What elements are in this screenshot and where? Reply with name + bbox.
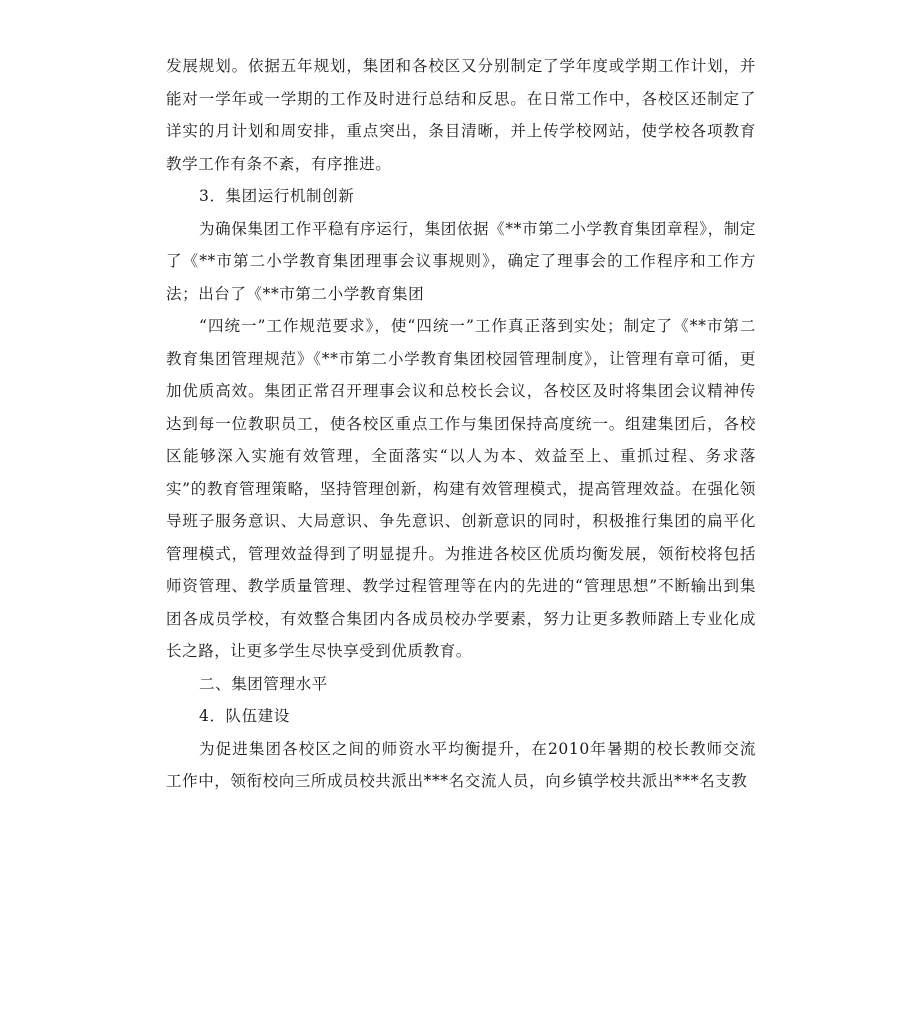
paragraph-development-plan: 发展规划。依据五年规划，集团和各校区又分别制定了学年度或学期工作计划，并能对一学年或一学期的工作及时进行总结和反思。在日常工作中，各校区还制定了详实的月计划和周安排，重点突出，条目清晰，并上传学校网站，使学校各项教育教学工作有条不紊，有序推进。 (166, 57, 756, 173)
document-page (166, 50, 756, 798)
section-heading-mechanism: 3．集团运行机制创新 (199, 187, 355, 205)
paragraph-mechanism-intro: 为确保集团工作平稳有序运行，集团依据《**市第二小学教育集团章程》，制定了《**市第二小学教育集团理事会议事规则》，确定了理事会的工作程序和工作方法；出台了《**市第二小学教育集团 (166, 219, 756, 303)
paragraph-teacher-exchange: 为促进集团各校区之间的师资水平均衡提升，在2010年暑期的校长教师交流工作中，领衔校向三所成员校共派出***名交流人员，向乡镇学校共派出***名支教 (166, 739, 756, 790)
paragraph-four-unified: “四统一”工作规范要求》，使“四统一”工作真正落到实处；制定了《**市第二教育集团管理规范》《**市第二小学教育集团校园管理制度》，让管理有章可循，更加优质高效。集团正常召开理事会议和总校长会议，各校区及时将集团会议精神传达到每一位教职员工，使各校区重点工作与集团保持高度统一。组建集团后，各校区能够深入实施有效管理，全面落实“以人为本、效益至上、重抓过程、务求落实”的教育管理策略，坚持管理创新，构建有效管理模式，提高管理效益。在强化领导班子服务意识、大局意识、争先意识、创新意识的同时，积极推行集团的扁平化管理模式，管理效益得到了明显提升。为推进各校区优质均衡发展，领衔校将包括师资管理、教学质量管理、教学过程管理等在内的先进的“管理思想”不断输出到集团各成员学校，有效整合集团内各成员校办学要素，努力让更多教师踏上专业化成长之路，让更多学生尽快享受到优质教育。 (166, 317, 756, 660)
section-heading-management-level: 二、集团管理水平 (199, 674, 328, 693)
section-heading-team-building: 4．队伍建设 (199, 707, 290, 725)
